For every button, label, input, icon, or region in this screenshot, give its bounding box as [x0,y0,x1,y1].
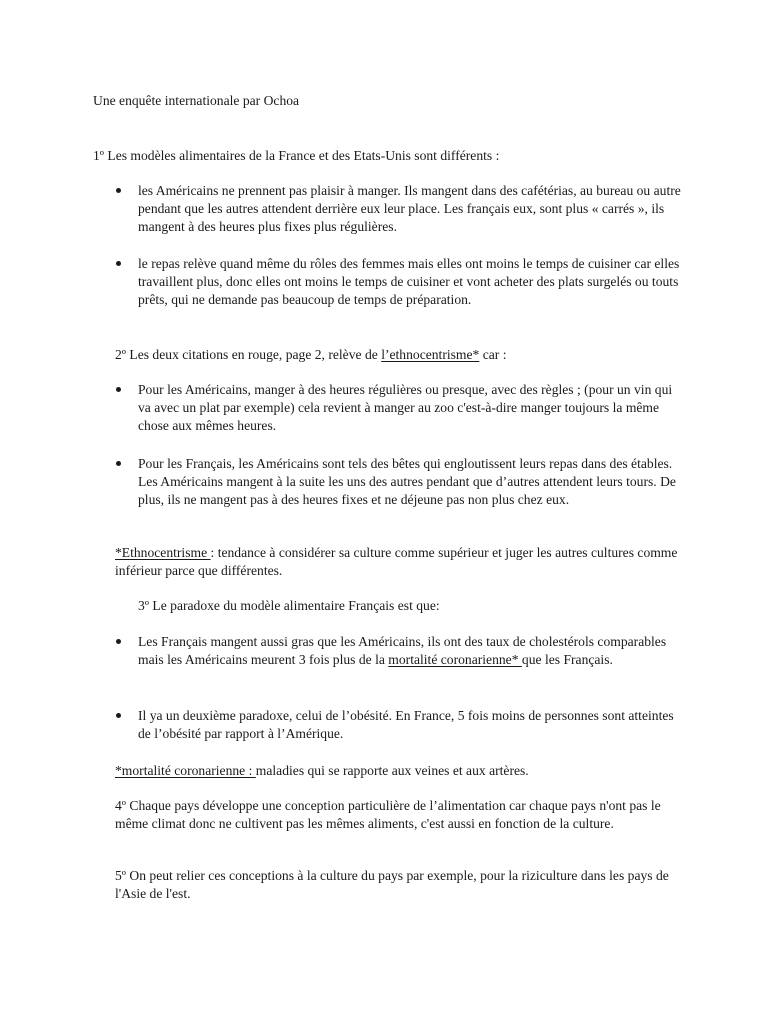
list-item: le repas relève quand même du rôles des femmes mais elles ont moins le temps de cuisiner car elles travaillent plus, donc elles ont moins le temps de cuisiner et vont acheter des plats surgelés ou touts prêts, qui ne demande pas beaucoup de temps de préparation. [115,255,687,310]
bullet-text-tail: que les Français. [521,652,613,668]
question-2-tail: car : [479,347,507,362]
question-3: 3º Le paradoxe du modèle alimentaire Français est que: [138,598,440,613]
definition-term: *mortalité coronarienne : [115,763,256,778]
ethnocentrisme-term: l’ethnocentrisme* [381,347,480,362]
definition-text: maladies qui se rapporte aux veines et aux artères. [255,763,529,778]
question-1: 1º Les modèles alimentaires de la France et des Etats-Unis sont différents : [93,148,500,163]
q2-bullet-list-a [115,381,687,436]
list-item [115,633,687,669]
list-item: les Américains ne prennent pas plaisir à manger. Ils mangent dans des cafétérias, au bureau ou autre pendant que les autres attendent derrière eux leur place. Les français eux, sont plus « carrés », ils mangent à des heures plus fixes plus régulières. [115,182,687,237]
document-title: Une enquête internationale par Ochoa [93,93,300,108]
definition-term: *Ethnocentrisme [115,545,211,560]
list-item: Pour les Américains, manger à des heures régulières ou presque, avec des règles ; (pour un vin qui va avec un plat par exemple) cela revient à manger au zoo c'est-à-dire manger toujours la même chose aux mêmes heures. [115,381,687,436]
list-item: Pour les Français, les Américains sont tels des bêtes qui engloutissent leurs repas dans des étables. Les Américains mangent à la suite les uns des autres pendant que d’autres attendent leurs tours. De plus, ils ne mangent pas à des heures fixes et ne déjeune pas non plus chez eux. [115,455,687,510]
question-5: 5º On peut relier ces conceptions à la culture du pays par exemple, pour la riziculture dans les pays de l'Asie de l'est. [115,868,669,902]
list-item: Il ya un deuxième paradoxe, celui de l’obésité. En France, 5 fois moins de personnes sont atteintes de l’obésité par rapport à l’Amérique. [115,707,687,743]
q1-bullet-list-a [115,182,687,237]
question-2 [115,346,507,364]
definition-text: : tendance à considérer sa culture comme supérieur et juger les autres cultures comme inférieur parce que différentes. [115,545,678,579]
mortalite-term: mortalité coronarienne* [388,652,522,668]
definition-mortalite [115,762,529,780]
question-4: 4º Chaque pays développe une conception particulière de l’alimentation car chaque pays n'ont pas le même climat donc ne cultivent pas les mêmes aliments, c'est aussi en fonction de la culture. [115,798,661,832]
question-2-text: 2º Les deux citations en rouge, page 2, relève de [115,347,382,362]
bullet-text: Les Français mangent aussi gras que les Américains, ils ont des taux de cholestérols comparables mais les Américains meurent 3 fois plus de la [138,634,667,668]
definition-ethnocentrisme [115,544,695,580]
q3-bullet-list-b [115,707,687,743]
q3-bullet-list-a [115,633,687,669]
q2-bullet-list-b [115,455,687,510]
q1-bullet-list-b [115,255,687,310]
